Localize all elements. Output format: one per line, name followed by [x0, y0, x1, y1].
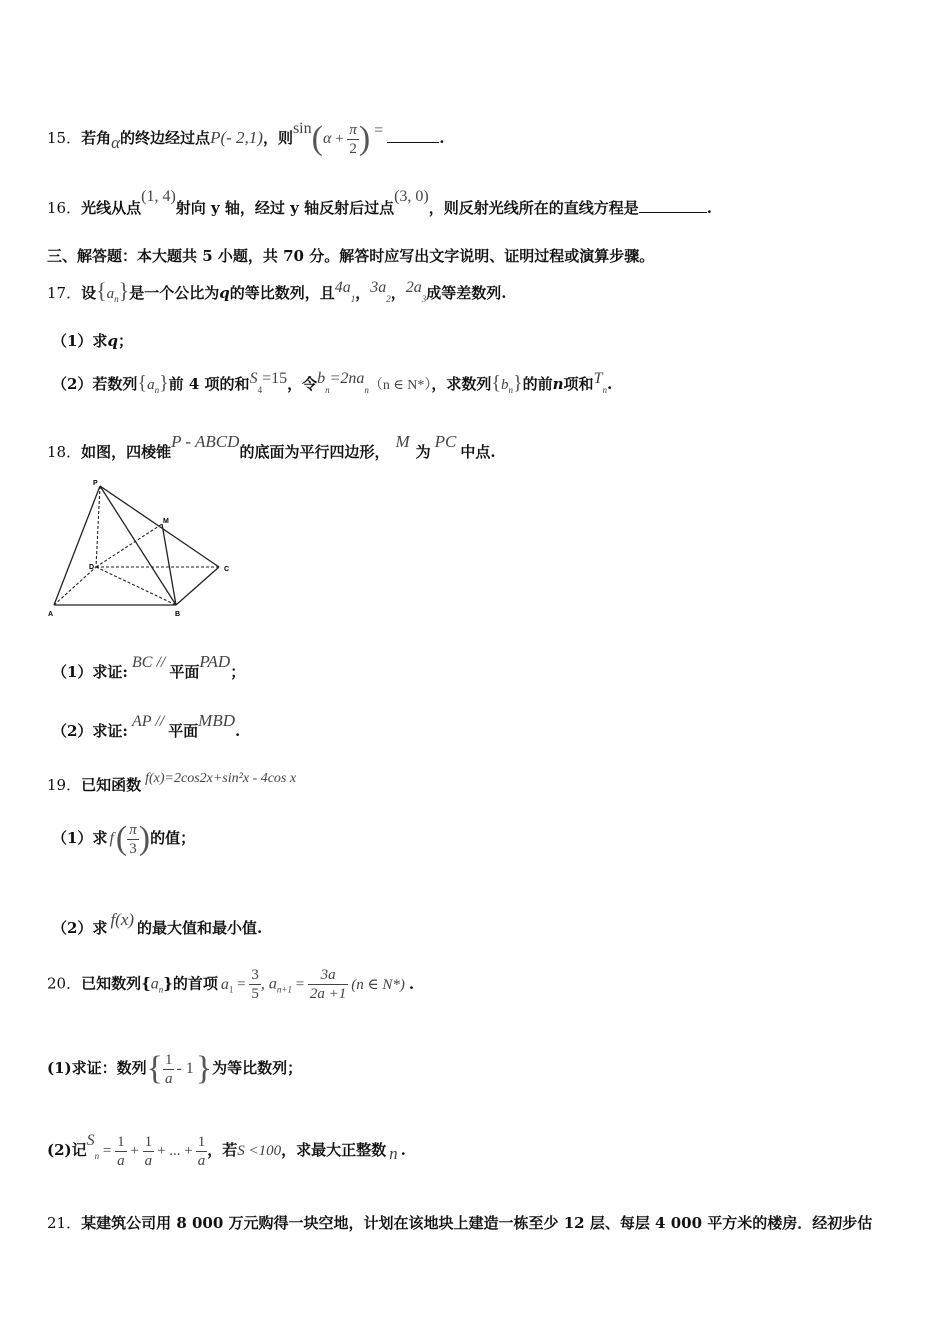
- label-c: C: [224, 566, 230, 573]
- q15-fraction: [347, 121, 359, 158]
- q19-p1-f: f: [109, 830, 114, 847]
- q17-p2-n: n: [552, 375, 564, 393]
- q20-p1-num: 1: [164, 1051, 173, 1068]
- q20-p2-n: n: [389, 1144, 398, 1163]
- q18-text-3: 为: [415, 443, 431, 461]
- q15-paren-left: (: [311, 120, 323, 157]
- q16-point-1: (1, 4): [141, 188, 176, 205]
- q18-p1-plane-word: 平面: [169, 663, 200, 681]
- label-b: B: [175, 611, 181, 618]
- q18-m: M: [395, 432, 410, 451]
- q17-part-1: [52, 330, 133, 351]
- q17-p2-label: （2）若数列: [52, 375, 138, 393]
- q18-p1-label: （1）求证:: [52, 663, 128, 681]
- q15-frac-den: 2: [349, 140, 357, 157]
- q17-p2-text-5: 项和: [563, 375, 594, 393]
- q17-term-1: 4a: [334, 279, 351, 296]
- q16-point-2: (3, 0): [394, 188, 429, 205]
- q17-term-3: 2a: [405, 279, 422, 296]
- q20-a1-num: 3: [251, 967, 259, 983]
- q17-p2-text-4: 的前: [522, 375, 553, 393]
- q20-sum-frac-2: [143, 1133, 155, 1170]
- q19-p1-fraction: [127, 821, 139, 858]
- q20-p1-fraction: [163, 1051, 175, 1088]
- label-p: P: [93, 480, 98, 487]
- q17-s4-eq: =15: [262, 370, 288, 387]
- question-16: [47, 188, 712, 218]
- q20-end: .: [408, 974, 415, 993]
- q19-number: 19．: [47, 776, 82, 794]
- q18-p1-end: ；: [230, 663, 246, 681]
- q17-p1-label: （1）求: [52, 332, 108, 350]
- q17-bn: b: [317, 370, 326, 387]
- q20-rec-fraction: [308, 966, 348, 1003]
- q18-number: 18．: [47, 443, 82, 461]
- q21-number: 21．: [47, 1214, 82, 1232]
- question-15: 15．若角α的终边经过点P(- 2,1)，则sin(α + $\frac{\pi}{2}$ ) = .: [47, 120, 445, 157]
- q20-rec-den: 2a +1: [309, 986, 347, 1002]
- q18-p2-end: .: [234, 722, 241, 740]
- q20-p1-end: 为等比数列；: [212, 1059, 303, 1077]
- q20-number: 20．: [47, 974, 82, 993]
- q20-p2-end: .: [400, 1141, 406, 1159]
- q16-answer-blank: [639, 211, 707, 213]
- q17-p1-q: q: [107, 332, 118, 350]
- q20-condition-2: S <100: [237, 1143, 282, 1159]
- q17-p1-end: ；: [117, 332, 133, 350]
- q20-text-1: 已知数列{: [81, 974, 151, 993]
- q20-p1-label: (1)求证：数列: [47, 1059, 147, 1077]
- q17-p2-end: .: [606, 375, 613, 393]
- q17-text-4: 成等差数列.: [426, 284, 507, 302]
- q18-text-2: 的底面为平行四边形，: [239, 443, 390, 461]
- q17-text-1: 设: [81, 284, 97, 302]
- pyramid-figure: [44, 476, 244, 621]
- q19-p2-f: f(x): [110, 910, 135, 929]
- q20-text-2: }的首项: [163, 974, 218, 993]
- question-18: [47, 432, 496, 462]
- q17-s4: S: [249, 370, 258, 387]
- q20-rec-num: 3a: [308, 966, 348, 985]
- q15-point: P(- 2,1): [210, 128, 263, 147]
- q20-condition: (n ∈ N*): [351, 976, 405, 993]
- q16-text-1: 光线从点: [81, 199, 142, 217]
- q20-sum-num-n: 1: [197, 1133, 206, 1150]
- q20-p2-label: (2)记: [47, 1141, 87, 1159]
- q17-term-2: 3a: [370, 279, 387, 296]
- q19-function: f(x)=2cos2x+sin²x - 4cos x: [145, 771, 297, 786]
- q18-part-2: [52, 711, 240, 741]
- q20-part-2: (2)记$S_n$ = $\frac{1}{a}$ + $\frac{1}{a}$ + ... + $\frac{1}{a}$ ，若S <100，求最大正整数 n .: [47, 1132, 406, 1169]
- q18-p2-plane: MBD: [198, 711, 235, 730]
- q20-sum-num-2: 1: [144, 1133, 153, 1150]
- q18-part-1: [52, 652, 245, 682]
- q15-text-1: 若角: [81, 129, 112, 147]
- question-17: 17．设$\{a_n\}$是一个公比为q的等比数列，且$4a_1$，$3a_2$，$2a_3$成等差数列.: [47, 278, 507, 304]
- question-19: [47, 771, 296, 795]
- q16-text-2: 射向 y 轴，经过 y 轴反射后过点: [175, 199, 395, 217]
- q18-p2-line: AP //: [131, 713, 165, 730]
- q15-answer-blank: [387, 141, 439, 143]
- question-21: [47, 1212, 872, 1233]
- q20-p1-den: a: [164, 1070, 173, 1087]
- q20-sn: S: [86, 1132, 95, 1149]
- label-a: A: [48, 611, 54, 618]
- q20-p2-text-1: ，若: [207, 1141, 238, 1159]
- q19-p1-num: π: [129, 821, 137, 838]
- q17-p2-text-2: ，令: [287, 375, 318, 393]
- q20-sum-den-2: a: [144, 1152, 153, 1169]
- q19-p1-end: 的值；: [150, 829, 196, 847]
- q17-p2-bn: b: [501, 377, 509, 393]
- q20-sum-den-n: a: [197, 1152, 206, 1169]
- q16-number: 16．: [47, 199, 82, 217]
- label-m: M: [163, 518, 169, 525]
- q16-text-3: ，则反射光线所在的直线方程是: [428, 199, 639, 217]
- q18-text-1: 如图，四棱锥: [81, 443, 172, 461]
- q19-part-1: （1）求 f( $\frac{\pi}{3}$ )的值；: [52, 820, 196, 857]
- q20-sum-frac-1: [115, 1133, 127, 1170]
- q18-pc: PC: [434, 432, 457, 451]
- q15-end: .: [439, 129, 445, 147]
- q17-condition: （n ∈ N*）: [368, 378, 432, 393]
- q20-sum-frac-n: [196, 1133, 208, 1170]
- q17-p2-seq: a: [147, 377, 155, 393]
- q15-alpha-2: α: [322, 130, 332, 147]
- q16-end: .: [706, 199, 712, 217]
- q17-bn-eq: =2na: [329, 370, 365, 387]
- q19-text-1: 已知函数: [81, 776, 142, 794]
- q20-sum-den-1: a: [117, 1152, 125, 1169]
- q20-an: a: [150, 975, 159, 993]
- q21-text: 某建筑公司用 8 000 万元购得一块空地，计划在该地块上建造一栋至少 12 层、每层 4 000 平方米的楼房．经初步估: [81, 1214, 873, 1232]
- q18-p1-plane: PAD: [199, 652, 231, 671]
- q15-equals: =: [374, 122, 384, 139]
- q17-text-2: 是一个公比为: [129, 284, 220, 302]
- q15-sin: sin: [292, 120, 312, 137]
- q17-number: 17．: [47, 284, 82, 302]
- q18-text-4: 中点.: [460, 443, 496, 461]
- q20-a1-fraction: [249, 966, 261, 1003]
- q15-frac-num: π: [349, 121, 357, 138]
- label-d: D: [89, 564, 95, 571]
- q20-dots: + ... +: [157, 1143, 193, 1159]
- q15-number: 15．: [47, 129, 82, 147]
- q19-p2-end: 的最大值和最小值.: [137, 919, 263, 937]
- q20-a1: a: [220, 975, 229, 993]
- q19-p1-label: （1）求: [52, 829, 108, 847]
- q17-p2-text-3: ，求数列: [431, 375, 492, 393]
- q18-p1-line: BC //: [131, 654, 166, 671]
- q20-part-1: (1)求证：数列{ $\frac{1}{a}$ - 1}为等比数列；: [47, 1050, 303, 1087]
- q20-sum-num-1: 1: [117, 1133, 125, 1150]
- q17-tn: T: [593, 370, 603, 387]
- q18-p2-label: （2）求证:: [52, 722, 128, 740]
- q19-p1-den: 3: [129, 840, 137, 857]
- q17-q: q: [219, 284, 230, 302]
- q18-p2-plane-word: 平面: [168, 722, 199, 740]
- q15-alpha: α: [111, 133, 121, 152]
- q20-a1-den: 5: [251, 986, 259, 1002]
- q15-text-3: ，则: [262, 129, 293, 147]
- section-3-heading: 三、解答题：本大题共 5 小题，共 70 分。解答时应写出文字说明、证明过程或演算步骤。: [47, 247, 655, 265]
- q15-paren-right: ): [358, 120, 371, 157]
- q18-pyramid: P - ABCD: [171, 432, 240, 451]
- q20-p1-minus: - 1: [176, 1060, 194, 1077]
- q17-part-2: （2）若数列$\{a_n\}$前 4 项的和$S_4=15$，令$b_n=2na_n(n$ ∈ N*），求数列$\{b_n\}$的前n项和$T_n$.: [52, 370, 613, 395]
- q15-text-2: 的终边经过点: [120, 129, 211, 147]
- q19-p2-label: （2）求: [52, 919, 108, 937]
- question-20: 20．已知数列$\{a_n\}$的首项 $a_1$ = $\frac{3}{5}$ , $a_{n+1}$ = $\frac{3a}{2a +1}$ (n ∈ N*) .: [47, 967, 415, 1002]
- q20-p2-text-2: ，求最大正整数: [281, 1141, 387, 1159]
- q17-text-3: 的等比数列，且: [229, 284, 335, 302]
- q17-p2-text-1: 前 4 项的和: [168, 375, 250, 393]
- q17-seq: a: [106, 286, 115, 302]
- q19-part-2: [52, 910, 262, 938]
- q20-rec-lhs: , a: [260, 975, 277, 993]
